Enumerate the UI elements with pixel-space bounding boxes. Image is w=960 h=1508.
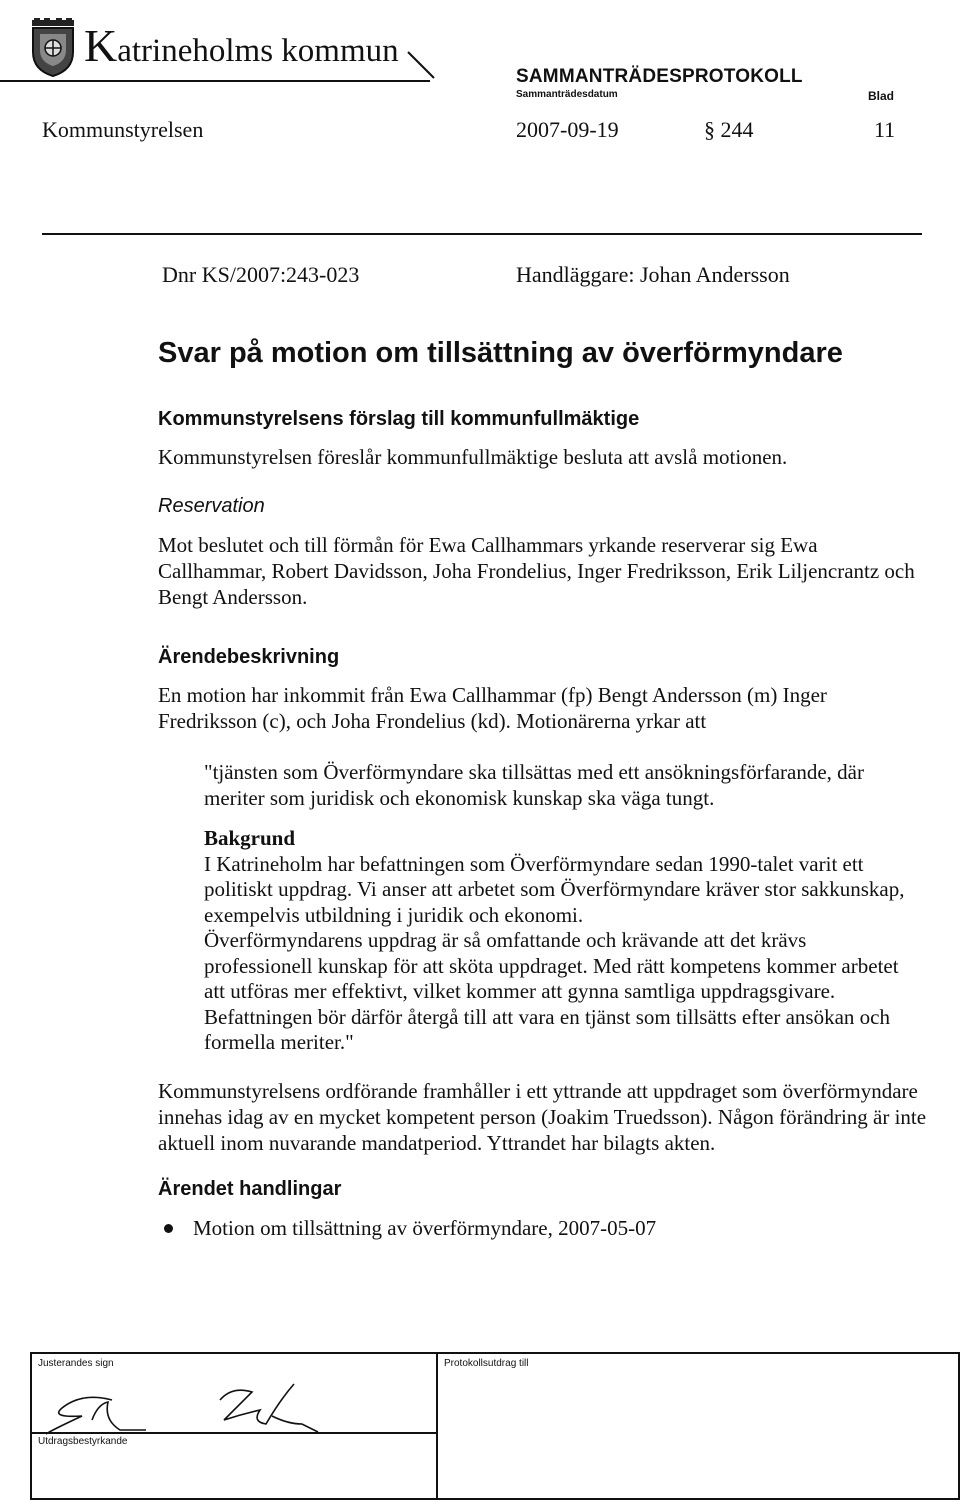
case-handler: Handläggare: Johan Andersson — [516, 262, 790, 287]
certifier-label: Utdragsbestyrkande — [38, 1436, 128, 1447]
reservation-heading: Reservation — [158, 495, 265, 517]
board-name: Kommunstyrelsen — [42, 117, 204, 142]
quote-paragraph-2: Överförmyndarens uppdrag är så omfattande och krävande att det krävs professionell kunskap för att sköta uppdraget. Med rätt kompetens kommer arbetet att utföras mer effektivt, vilket kommer att gynna samtliga uppdragsgivare. — [204, 928, 899, 1003]
page-label: Blad — [868, 89, 895, 103]
case-description-heading: Ärendebeskrivning — [158, 646, 340, 668]
protocol-extract-box — [438, 1352, 960, 1500]
document-type: SAMMANTRÄDESPROTOKOLL — [516, 66, 803, 87]
document-item-label: Motion om tillsättning av överförmyndare, 2007-05-07 — [193, 1216, 657, 1240]
handwritten-signature-2 — [202, 1380, 322, 1440]
quote-paragraph-1: I Katrineholm har befattningen som Överförmyndare sedan 1990-talet varit ett politiskt uppdrag. Vi anser att arbetet som Överförmyndare kräver stor sakkunskap, exempelvis utbildning i juridik och ekonomi. — [204, 851, 905, 927]
quote-paragraph-3: Befattningen bör därför återgå till att vara en tjänst som tillsätts efter ansökan och formella meriter." — [204, 1004, 890, 1054]
proposal-heading: Kommunstyrelsens förslag till kommunfullmäktige — [158, 408, 640, 430]
header-rule — [0, 80, 430, 82]
bakgrund-heading: Bakgrund — [204, 826, 296, 850]
page-number: 11 — [874, 117, 896, 142]
header-slash-mark — [404, 50, 438, 80]
municipality-name: Katrineholms kommun — [84, 20, 399, 71]
page-title: Svar på motion om tillsättning av överförmyndare — [158, 337, 843, 369]
documents-heading: Ärendet handlingar — [158, 1178, 342, 1200]
reservation-text: Mot beslutet och till förmån för Ewa Callhammars yrkande reserverar sig Ewa Callhammar, Robert Davidsson, Joha Frondelius, Inger Fredriksson, Erik Liljencrantz och Bengt Andersson. — [158, 533, 915, 609]
section-divider — [42, 233, 922, 235]
case-number: Dnr KS/2007:243-023 — [162, 262, 360, 287]
meeting-date: 2007-09-19 — [516, 117, 619, 142]
bullet-icon — [164, 1224, 173, 1233]
protocol-extract-label: Protokollsutdrag till — [444, 1358, 529, 1369]
motion-quote — [204, 760, 916, 1056]
signature-label: Justerandes sign — [38, 1358, 114, 1369]
case-description-text: En motion har inkommit från Ewa Callhammar (fp) Bengt Andersson (m) Inger Fredriksson (c), och Joha Frondelius (kd). Motionärerna yrkar att — [158, 683, 827, 733]
paragraph-number: § 244 — [704, 117, 754, 142]
municipal-crest-icon — [28, 18, 78, 78]
signature-divider — [32, 1432, 436, 1434]
chair-statement: Kommunstyrelsens ordförande framhåller i ett yttrande att uppdraget som överförmyndare innehas idag av en mycket kompetent person (Joakim Truedsson). Någon förändring är inte aktuell inom nuvarande mandatperiod. Yttrandet har bilagts akten. — [158, 1079, 927, 1155]
proposal-text: Kommunstyrelsen föreslår kommunfullmäktige besluta att avslå motionen. — [158, 445, 788, 469]
signature-box — [30, 1352, 438, 1500]
meeting-date-label: Sammanträdesdatum — [516, 89, 618, 100]
list-item — [158, 1216, 656, 1241]
quote-intro: "tjänsten som Överförmyndare ska tillsättas med ett ansökningsförfarande, där meriter som juridisk och ekonomisk kunskap ska väga tungt. — [204, 760, 864, 810]
